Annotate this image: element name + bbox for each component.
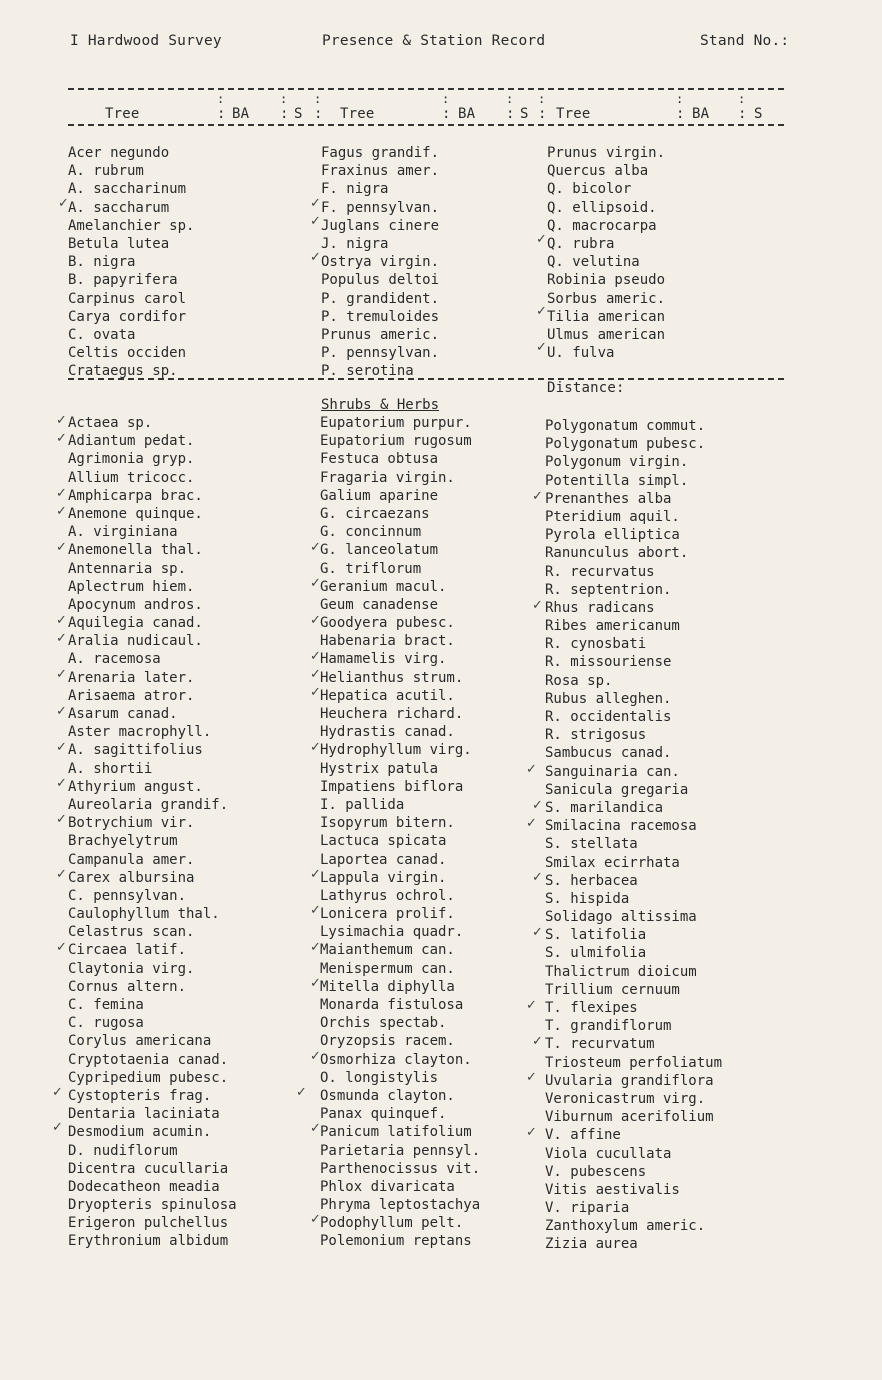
checkmark-icon: ✓ <box>526 762 537 777</box>
list-item: R. missouriense <box>545 654 672 671</box>
checkmark-icon: ✓ <box>310 1121 321 1136</box>
checkmark-icon: ✓ <box>532 1034 543 1049</box>
list-item: Ribes americanum <box>545 618 680 635</box>
list-item: Viola cucullata <box>545 1145 672 1162</box>
list-item: Osmunda clayton. <box>320 1087 455 1104</box>
list-item: D. nudiflorum <box>68 1142 178 1159</box>
list-item: Prunus americ. <box>321 326 440 343</box>
list-item: Fraxinus amer. <box>321 163 440 180</box>
list-item: Carya cordifor <box>68 308 187 325</box>
list-item: Parietaria pennsyl. <box>320 1142 481 1159</box>
list-item: Aureolaria grandif. <box>68 796 229 813</box>
checkmark-icon: ✓ <box>526 1125 537 1140</box>
checkmark-icon: ✓ <box>310 196 321 211</box>
list-item: S. stellata <box>545 836 638 853</box>
list-item: Potentilla simpl. <box>545 472 689 489</box>
list-item: Amelanchier sp. <box>68 217 195 234</box>
checkmark-icon: ✓ <box>58 196 69 211</box>
checkmark-icon: ✓ <box>56 504 67 519</box>
list-item: A. virginiana <box>68 524 178 541</box>
list-item: S. herbacea <box>545 872 638 889</box>
list-item: F. nigra <box>321 181 389 198</box>
list-item: Orchis spectab. <box>320 1015 447 1032</box>
list-item: Rosa sp. <box>545 672 613 689</box>
list-item: Acer negundo <box>68 145 170 161</box>
list-item: Carpinus carol <box>68 290 187 307</box>
checkmark-icon: ✓ <box>532 598 543 613</box>
checkmark-icon: ✓ <box>536 340 547 355</box>
list-item: Hepatica acutil. <box>320 687 455 704</box>
list-item: Rubus alleghen. <box>545 690 672 707</box>
checkmark-icon: ✓ <box>56 486 67 501</box>
list-item: Solidago altissima <box>545 909 697 926</box>
list-item: Lathyrus ochrol. <box>320 887 455 904</box>
checkmark-icon: ✓ <box>56 540 67 555</box>
list-item: Carex albursina <box>68 869 195 886</box>
list-item: Laportea canad. <box>320 851 447 868</box>
list-item: Maianthemum can. <box>320 942 455 959</box>
col-header-s-2: S <box>520 106 529 122</box>
checkmark-icon: ✓ <box>56 740 67 755</box>
list-item: Uvularia grandiflora <box>545 1072 714 1089</box>
list-item: Cryptotaenia canad. <box>68 1051 229 1068</box>
list-item: T. grandiflorum <box>545 1018 672 1035</box>
col-header-s-1: S <box>294 106 303 122</box>
list-item: Zanthoxylum americ. <box>545 1218 706 1235</box>
list-item: Dryopteris spinulosa <box>68 1197 237 1214</box>
list-item: Smilacina racemosa <box>545 818 697 835</box>
checkmark-icon: ✓ <box>526 1070 537 1085</box>
list-item: I. pallida <box>320 796 405 813</box>
header-bottom-rule <box>68 124 784 126</box>
list-item: Viburnum acerifolium <box>545 1109 714 1126</box>
list-item: Geum canadense <box>320 596 439 613</box>
list-item: Aralia nudicaul. <box>68 633 203 650</box>
col-header-ba-3: BA <box>692 106 710 122</box>
checkmark-icon: ✓ <box>310 976 321 991</box>
checkmark-icon: ✓ <box>310 613 321 628</box>
list-item: S. hispida <box>545 890 630 907</box>
list-item: Anemonella thal. <box>68 542 203 559</box>
list-item: G. circaezans <box>320 505 430 522</box>
list-item: Oryzopsis racem. <box>320 1033 455 1050</box>
checkmark-icon: ✓ <box>310 214 321 229</box>
checkmark-icon: ✓ <box>56 812 67 827</box>
list-item: Brachyelytrum <box>68 833 178 850</box>
list-item: P. serotina <box>321 363 414 380</box>
checkmark-icon: ✓ <box>56 867 67 882</box>
list-item: C. pennsylvan. <box>68 887 187 904</box>
list-item: C. femina <box>68 997 144 1013</box>
list-item: Thalictrum dioicum <box>545 963 697 980</box>
list-item: Sorbus americ. <box>547 290 666 307</box>
list-item: Trillium cernuum <box>545 981 680 998</box>
checkmark-icon: ✓ <box>56 704 67 719</box>
list-item: Lonicera prolif. <box>320 906 455 923</box>
shrubs-herbs-title: Shrubs & Herbs <box>321 397 440 413</box>
list-item: Sanicula gregaria <box>545 781 689 798</box>
tree-list-col2 <box>321 144 439 380</box>
checkmark-icon: ✓ <box>532 489 543 504</box>
checkmark-icon: ✓ <box>536 304 547 319</box>
list-item: Robinia pseudo <box>547 272 666 289</box>
checkmark-icon: ✓ <box>310 250 321 265</box>
list-item: G. lanceolatum <box>320 542 439 559</box>
list-item: Ulmus american <box>547 326 666 343</box>
list-item: P. tremuloides <box>321 308 440 325</box>
list-item: Osmorhiza clayton. <box>320 1051 472 1068</box>
checkmark-icon: ✓ <box>56 613 67 628</box>
list-item: Lappula virgin. <box>320 869 447 886</box>
checkmark-icon: ✓ <box>310 649 321 664</box>
list-item: Amphicarpa brac. <box>68 487 203 504</box>
list-item: Dentaria laciniata <box>68 1106 220 1123</box>
list-item: R. recurvatus <box>545 563 655 580</box>
col-header-s-3: S <box>754 106 763 122</box>
list-item: C. rugosa <box>68 1015 144 1032</box>
list-item: Mitella diphylla <box>320 978 455 995</box>
list-item: Crataegus sp. <box>68 363 178 380</box>
list-item: J. nigra <box>321 235 389 252</box>
distance-label: Distance: <box>547 380 625 396</box>
list-item: Q. bicolor <box>547 181 632 198</box>
list-item: Podophyllum pelt. <box>320 1215 464 1232</box>
list-item: Aquilegia canad. <box>68 615 203 632</box>
tree-list-col3 <box>547 144 665 362</box>
list-item: Phryma leptostachya <box>320 1197 481 1214</box>
list-item: Vitis aestivalis <box>545 1181 680 1198</box>
checkmark-icon: ✓ <box>310 740 321 755</box>
list-item: Asarum canad. <box>68 706 178 722</box>
col-header-tree-1: Tree <box>105 106 140 122</box>
list-item: Adiantum pedat. <box>68 433 195 450</box>
list-item: Phlox divaricata <box>320 1178 455 1195</box>
list-item: Polygonum virgin. <box>545 454 689 471</box>
list-item: Erythronium albidum <box>68 1233 229 1250</box>
checkmark-icon: ✓ <box>310 867 321 882</box>
list-item: S. latifolia <box>545 927 647 944</box>
list-item: Allium tricocc. <box>68 469 195 486</box>
list-item: Hydrastis canad. <box>320 724 455 741</box>
checkmark-icon: ✓ <box>532 870 543 885</box>
list-item: Geranium macul. <box>320 578 447 595</box>
list-item: G. concinnum <box>320 524 422 541</box>
trees-bottom-rule <box>68 378 784 380</box>
list-item: P. pennsylvan. <box>321 345 440 362</box>
list-item: Circaea latif. <box>68 942 187 959</box>
list-item: Hamamelis virg. <box>320 651 447 668</box>
list-item: Goodyera pubesc. <box>320 615 455 632</box>
checkmark-icon: ✓ <box>310 1049 321 1064</box>
list-item: Populus deltoi <box>321 272 440 289</box>
record-title: Presence & Station Record <box>322 33 546 49</box>
header-top-rule <box>68 88 784 90</box>
list-item: Eupatorium purpur. <box>320 415 472 431</box>
stand-number-label: Stand No.: <box>700 33 790 49</box>
list-item: Smilax ecirrhata <box>545 854 680 871</box>
list-item: Botrychium vir. <box>68 815 195 832</box>
list-item: Menispermum can. <box>320 960 455 977</box>
survey-page: I Hardwood Survey Presence & Station Record Stand No.: : : : : : : : : Tree : BA : S : Tree : BA : S : Tree : BA : S Acer negundo A. rubrum A. saccharinum A. saccharum Amelanchier sp. Betula lutea B. nigra B. papyrifera Carpinus carol Carya cordifor C. ovata Celtis occiden Crataegus sp. Fagus grandif. Fraxinus amer. F. nigra F. pennsylvan. Juglans cinere J. nigra Ostrya virgin. Populus deltoi P. grandident. P. tremuloides Prunus americ. P. pennsylvan. P. serotina Prunus virgin. Quercus alba Q. bicolor Q. ellipsoid. Q. macrocarpa Q. rubra Q. velutina Robinia pseudo Sorbus americ. Tilia american Ulmus american U. fulva Distance: Shrubs & Herbs Actaea sp. Adiantum pedat. Agrimonia gryp. Allium tricocc. Amphicarpa brac. Anemone quinque. A. virginiana Anemonella thal. Antennaria sp. Aplectrum hiem. Apocynum andros. Aquilegia canad. Aralia nudicaul. A. racemosa Arenaria later. Arisaema atror. Asarum canad. Aster macrophyll. A. sagittifolius A. shortii Athyrium angust. Aureolaria grandif. Botrychium vir. Brachyelytrum Campanula amer. Carex albursina C. pennsylvan. Caulophyllum thal. Celastrus scan. Circaea latif. Claytonia virg. Cornus altern. C. femina C. rugosa Corylus americana Cryptotaenia canad. Cypripedium pubesc. Cystopteris frag. Dentaria laciniata Desmodium acumin. D. nudiflorum Dicentra cucullaria Dodecatheon meadia Dryopteris spinulosa Erigeron pulchellus Erythronium albidum Eupatorium purpur. Eupatorium rugosum Festuca obtusa Fragaria virgin. Galium aparine G. circaezans G. concinnum G. lanceolatum G. triflorum Geranium macul. Geum canadense Goodyera pubesc. Habenaria bract. Hamamelis virg. Helianthus strum. Hepatica acutil. Heuchera richard. Hydrastis canad. Hydrophyllum virg. Hystrix patula Impatiens biflora I. pallida Isopyrum bitern. Lactuca spicata Laportea canad. Lappula virgin. Lathyrus ochrol. Lonicera prolif. Lysimachia quadr. Maianthemum can. Menispermum can. Mitella diphylla Monarda fistulosa Orchis spectab. Oryzopsis racem. Osmorhiza clayton. O. longistylis Osmunda clayton. Panax quinquef. Panicum latifolium Parietaria pennsyl. Parthenocissus vit. Phlox divaricata Phryma leptostachya Podophyllum pelt. Polemonium reptans Polygonatum commut. Polygonatum pubesc. Polygonum virgin. Potentilla simpl. Prenanthes alba Pteridium aquil. Pyrola elliptica Ranunculus abort. R. recurvatus R. septentrion. Rhus radicans Ribes americanum R. cynosbati R. missouriense Rosa sp. Rubus alleghen. R. occidentalis R. strigosus Sambucus canad. Sanguinaria can. Sanicula gregaria S. marilandica Smilacina racemosa S. stellata Smilax ecirrhata S. herbacea S. hispida Solidago altissima S. latifolia S. ulmifolia Thalictrum dioicum Trillium cernuum T. flexipes T. grandiflorum T. recurvatum Triosteum perfoliatum Uvularia grandiflora Veronicastrum virg. Viburnum acerifolium V. affine Viola cucullata V. pubescens Vitis aestivalis V. riparia Zanthoxylum americ. Zizia aurea ✓ ✓ ✓ ✓ ✓ ✓ ✓ ✓ ✓ ✓ ✓ ✓ ✓ ✓ ✓ ✓ ✓ ✓ ✓ ✓ ✓ ✓ ✓ ✓ ✓ ✓ ✓ ✓ ✓ ✓ ✓ ✓ ✓ ✓ ✓ ✓ ✓ ✓ ✓ ✓ ✓ ✓ ✓ ✓ ✓ ✓ ✓ ✓ ✓ <box>52 33 790 1253</box>
list-item: Veronicastrum virg. <box>545 1090 706 1107</box>
list-item: A. racemosa <box>68 651 161 668</box>
list-item: T. flexipes <box>545 1000 638 1016</box>
list-item: R. septentrion. <box>545 581 672 598</box>
list-item: Celtis occiden <box>68 345 187 362</box>
list-item: Habenaria bract. <box>320 633 455 650</box>
list-item: Antennaria sp. <box>68 560 187 577</box>
herb-list-col1 <box>68 414 237 1251</box>
list-item: A. saccharinum <box>68 181 187 198</box>
list-item: Q. ellipsoid. <box>547 199 657 216</box>
checkmark-icon: ✓ <box>536 232 547 247</box>
list-item: Arenaria later. <box>68 669 195 686</box>
list-item: Q. macrocarpa <box>547 217 657 234</box>
list-item: Arisaema atror. <box>68 687 195 704</box>
list-item: Pyrola elliptica <box>545 527 680 544</box>
list-item: Juglans cinere <box>321 217 440 234</box>
list-item: Caulophyllum thal. <box>68 906 220 923</box>
list-item: Q. rubra <box>547 235 615 252</box>
checkmark-icon: ✓ <box>56 431 67 446</box>
list-item: A. saccharum <box>68 199 170 216</box>
list-item: Ostrya virgin. <box>321 254 440 271</box>
list-item: Desmodium acumin. <box>68 1124 212 1141</box>
list-item: Apocynum andros. <box>68 596 203 613</box>
list-item: S. marilandica <box>545 799 664 816</box>
checkmark-icon: ✓ <box>526 816 537 831</box>
list-item: R. cynosbati <box>545 636 647 653</box>
list-item: Actaea sp. <box>68 415 153 431</box>
list-item: Lysimachia quadr. <box>320 924 464 941</box>
list-item: B. nigra <box>68 254 136 271</box>
list-item: Heuchera richard. <box>320 706 464 722</box>
col-header-ba-1: BA <box>232 106 250 122</box>
list-item: Tilia american <box>547 308 666 325</box>
herb-list-col2 <box>320 414 480 1251</box>
checkmark-icon: ✓ <box>532 798 543 813</box>
list-item: Polemonium reptans <box>320 1233 472 1250</box>
list-item: Isopyrum bitern. <box>320 815 455 832</box>
list-item: U. fulva <box>547 345 615 362</box>
list-item: Anemone quinque. <box>68 505 203 522</box>
checkmark-icon: ✓ <box>310 940 321 955</box>
list-item: Cypripedium pubesc. <box>68 1069 229 1086</box>
list-item: V. riparia <box>545 1200 630 1217</box>
list-item: O. longistylis <box>320 1069 439 1086</box>
checkmark-icon: ✓ <box>310 540 321 555</box>
checkmark-icon: ✓ <box>56 776 67 791</box>
list-item: Lactuca spicata <box>320 833 447 850</box>
list-item: P. grandident. <box>321 290 440 307</box>
list-item: Agrimonia gryp. <box>68 451 195 468</box>
list-item: R. occidentalis <box>545 709 672 725</box>
list-item: Pteridium aquil. <box>545 508 680 525</box>
list-item: Fragaria virgin. <box>320 469 455 486</box>
list-item: Sanguinaria can. <box>545 763 680 780</box>
list-item: Polygonatum commut. <box>545 418 706 434</box>
list-item: Cystopteris frag. <box>68 1087 212 1104</box>
list-item: Erigeron pulchellus <box>68 1215 229 1232</box>
list-item: Sambucus canad. <box>545 745 672 762</box>
list-item: Dodecatheon meadia <box>68 1178 220 1195</box>
checkmark-icon: ✓ <box>56 631 67 646</box>
herb-list-col3 <box>545 417 722 1254</box>
list-item: Aster macrophyll. <box>68 724 212 741</box>
checkmark-icon: ✓ <box>526 998 537 1013</box>
list-item: Rhus radicans <box>545 599 655 616</box>
list-item: B. papyrifera <box>68 272 178 289</box>
list-item: V. affine <box>545 1127 621 1144</box>
checkmark-icon: ✓ <box>56 940 67 955</box>
list-item: Prunus virgin. <box>547 145 666 161</box>
col-header-tree-2: Tree <box>340 106 375 122</box>
list-item: Galium aparine <box>320 487 439 504</box>
list-item: V. pubescens <box>545 1163 647 1180</box>
list-item: Festuca obtusa <box>320 451 439 468</box>
list-item: Claytonia virg. <box>68 960 195 977</box>
list-item: Panax quinquef. <box>320 1106 447 1123</box>
list-item: Ranunculus abort. <box>545 545 689 562</box>
checkmark-icon: ✓ <box>310 685 321 700</box>
list-item: F. pennsylvan. <box>321 199 440 216</box>
list-item: Campanula amer. <box>68 851 195 868</box>
checkmark-icon: ✓ <box>310 667 321 682</box>
list-item: Impatiens biflora <box>320 778 464 795</box>
survey-title: I Hardwood Survey <box>70 33 222 49</box>
checkmark-icon: ✓ <box>296 1085 307 1100</box>
checkmark-icon: ✓ <box>52 1085 63 1100</box>
checkmark-icon: ✓ <box>310 903 321 918</box>
list-item: C. ovata <box>68 326 136 343</box>
list-item: Monarda fistulosa <box>320 997 464 1013</box>
col-header-ba-2: BA <box>458 106 476 122</box>
list-item: Hystrix patula <box>320 760 439 777</box>
list-item: Quercus alba <box>547 163 649 180</box>
list-item: A. shortii <box>68 760 153 777</box>
col-header-tree-3: Tree <box>556 106 591 122</box>
list-item: Fagus grandif. <box>321 145 440 161</box>
list-item: Panicum latifolium <box>320 1124 472 1141</box>
list-item: Triosteum perfoliatum <box>545 1054 723 1071</box>
list-item: S. ulmifolia <box>545 945 647 962</box>
list-item: A. sagittifolius <box>68 742 203 759</box>
list-item: Parthenocissus vit. <box>320 1160 481 1177</box>
list-item: Betula lutea <box>68 235 170 252</box>
list-item: Polygonatum pubesc. <box>545 436 706 453</box>
list-item: Aplectrum hiem. <box>68 578 195 595</box>
tree-list-col1 <box>68 144 194 380</box>
list-item: T. recurvatum <box>545 1036 655 1053</box>
list-item: Prenanthes alba <box>545 490 672 507</box>
list-item: R. strigosus <box>545 727 647 744</box>
list-item: Zizia aurea <box>545 1236 638 1253</box>
checkmark-icon: ✓ <box>56 667 67 682</box>
list-item: Dicentra cucullaria <box>68 1160 229 1177</box>
list-item: A. rubrum <box>68 163 144 180</box>
list-item: Helianthus strum. <box>320 669 464 686</box>
list-item: Hydrophyllum virg. <box>320 742 472 759</box>
checkmark-icon: ✓ <box>310 1212 321 1227</box>
checkmark-icon: ✓ <box>56 413 67 428</box>
checkmark-icon: ✓ <box>310 576 321 591</box>
checkmark-icon: ✓ <box>532 925 543 940</box>
list-item: G. triflorum <box>320 560 422 577</box>
list-item: Eupatorium rugosum <box>320 433 472 450</box>
list-item: Cornus altern. <box>68 978 187 995</box>
list-item: Celastrus scan. <box>68 924 195 941</box>
list-item: Athyrium angust. <box>68 778 203 795</box>
list-item: Q. velutina <box>547 254 640 271</box>
list-item: Corylus americana <box>68 1033 212 1050</box>
checkmark-icon: ✓ <box>52 1120 63 1135</box>
